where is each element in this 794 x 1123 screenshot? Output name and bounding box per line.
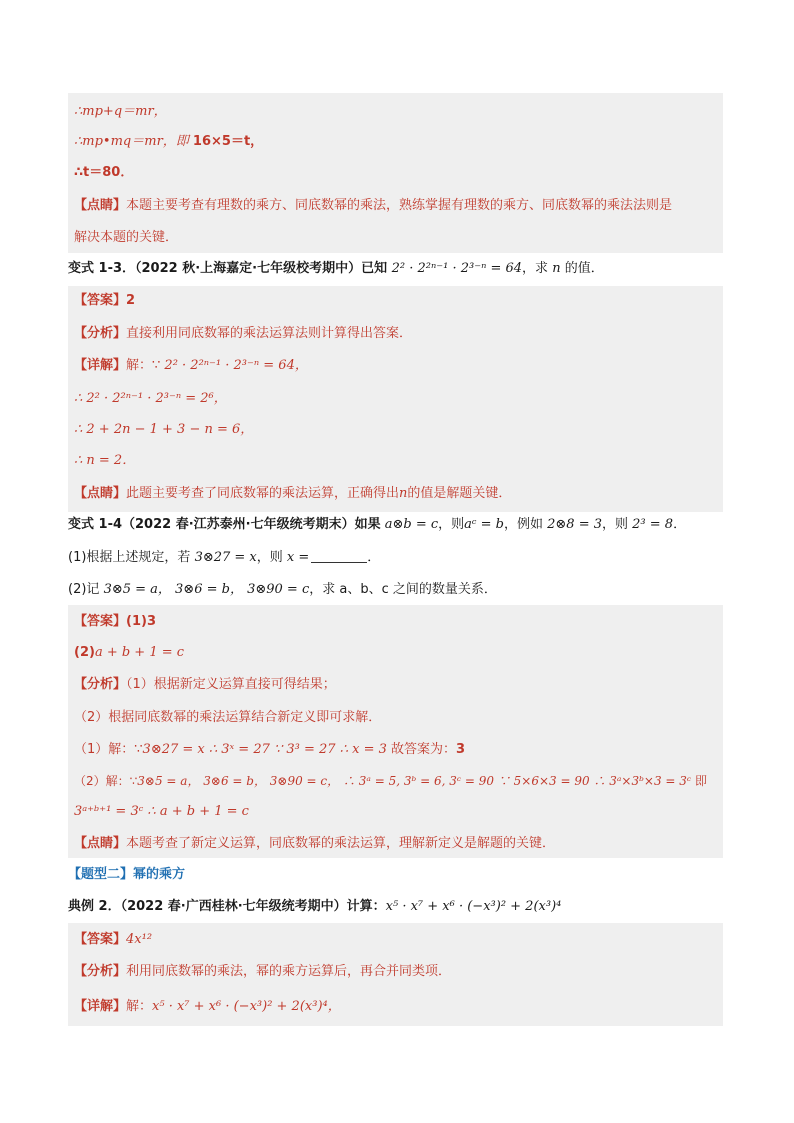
comment-text: 此题主要考查了同底数幂的乘法运算，正确得出 — [126, 486, 400, 501]
v14-comment — [68, 834, 729, 854]
comment-line-2: 解决本题的关键． — [74, 230, 179, 245]
analysis-text-1: （1）根据新定义运算直接可得结果； — [126, 677, 336, 692]
answer-2-eq: a + b + 1 = c — [94, 645, 185, 660]
v14-solution-1 — [68, 740, 729, 760]
variant-1-4-text-4: ． — [673, 517, 687, 532]
variant-1-4-text-1: ，则 — [438, 517, 465, 532]
v14-question-2 — [68, 580, 723, 600]
detail-eq-1: 2² · 2²ⁿ⁻¹ · 2³⁻ⁿ = 64， — [164, 358, 308, 373]
answer-blank[interactable] — [311, 549, 367, 563]
solution-2-text: 即 — [691, 774, 707, 788]
variant-1-3-label: 变式 1-3．（2022 秋·上海嘉定·七年级校考期中）已知 — [68, 261, 392, 276]
v14-solution-2 — [68, 771, 729, 791]
variant-1-4-text-2: ，例如 — [503, 517, 548, 532]
v14-analysis-1 — [68, 675, 729, 695]
v14-analysis-2: （2）根据同底数幂的乘法运算结合新定义即可求解． — [74, 710, 382, 725]
variant-1-4-title — [68, 515, 723, 535]
detail-lead: 解： — [126, 999, 153, 1014]
answer-tag: 【答案】 — [74, 932, 127, 947]
v13-step-3: ∴ 2 + 2n − 1 + 3 − n = 6， — [74, 422, 254, 437]
v13-answer — [68, 291, 729, 311]
q1-text-2: ，则 — [256, 550, 287, 565]
answer-value: 2 — [126, 293, 136, 308]
q2-text-2: ，求 a、b、c 之间的数量关系． — [309, 582, 497, 597]
comment-text: 本题考查了新定义运算，同底数幂的乘法运算，理解新定义是解题的关键． — [126, 836, 556, 851]
answer-2-label: (2) — [74, 645, 95, 660]
eq-16x5: 16×5＝t， — [192, 134, 264, 149]
analysis-text: 利用同底数幂的乘法，幂的乘方运算后，再合并同类项． — [126, 964, 452, 979]
variant-1-4-text-3: ，则 — [602, 517, 633, 532]
variant-1-4-eq-3: 2⊗8 = 3 — [547, 517, 602, 532]
q1-x: x = — [286, 550, 310, 565]
variant-1-4-eq-1: a⊗b = c — [380, 517, 439, 532]
ex2-answer — [68, 930, 729, 950]
q1-text: (1)根据上述规定，若 — [68, 550, 195, 565]
answer-1: (1)3 — [126, 614, 156, 629]
solution-1-text: 故答案为： — [386, 742, 457, 757]
line-t-80: ∴t＝80． — [74, 165, 134, 180]
ex2-detail — [68, 997, 729, 1017]
variant-1-3-text-end: 的值． — [560, 261, 604, 276]
example-2-label: 典例 2．（2022 春·广西桂林·七年级统考期中）计算： — [68, 899, 386, 914]
v14-question-1 — [68, 548, 723, 568]
q1-text-end: ． — [367, 550, 381, 565]
comment-tag: 【点睛】 — [74, 836, 127, 851]
analysis-tag: 【分析】 — [74, 964, 127, 979]
variant-1-3-text: ，求 — [522, 261, 553, 276]
analysis-tag: 【分析】 — [74, 677, 127, 692]
q2-text: (2)记 — [68, 582, 104, 597]
solution-1-lead: （1）解：∵ — [74, 742, 143, 757]
variant-1-4-label: 变式 1-4（2022 春·江苏泰州·七年级统考期末）如果 — [68, 517, 381, 532]
detail-tag: 【详解】 — [74, 999, 127, 1014]
answer-tag: 【答案】 — [74, 293, 127, 308]
v13-step-2: ∴ 2² · 2²ⁿ⁻¹ · 2³⁻ⁿ = 2⁶， — [74, 391, 227, 406]
analysis-text: 直接利用同底数幂的乘法运算法则计算得出答案． — [126, 326, 413, 341]
comment-tag: 【点睛】 — [74, 486, 127, 501]
comment-n: n — [399, 486, 408, 501]
solution-2-eq: 3⊗5 = a， 3⊗6 = b， 3⊗90 = c， ∴ 3ᵃ = 5, 3ᵇ = 6, 3ᶜ = 90 ∵ 5×6×3 = 90 ∴ 3ᵃ×3ᵇ×3 = 3ᶜ — [137, 774, 692, 788]
line-mp-mq — [68, 132, 729, 152]
comment-line-1 — [68, 196, 729, 216]
variant-1-4-eq-4: 2³ = 8 — [632, 517, 674, 532]
v13-detail — [68, 356, 729, 376]
answer-tag: 【答案】 — [74, 614, 127, 629]
comment-text-1: 本题主要考查有理数的乘方、同底数幂的乘法，熟练掌握有理数的乘方、同底数幂的乘法法则是 — [126, 198, 673, 213]
detail-lead: 解：∵ — [126, 358, 165, 373]
v13-comment — [68, 484, 729, 504]
comment-tag: 【点睛】 — [74, 198, 127, 213]
variant-1-3-n: n — [552, 261, 561, 276]
line-mp-q: ∴mp+q＝mr， — [74, 104, 167, 119]
answer-value: 4x¹² — [126, 932, 153, 947]
ex2-analysis — [68, 962, 729, 982]
v13-analysis — [68, 324, 729, 344]
q2-eq: 3⊗5 = a， 3⊗6 = b， 3⊗90 = c — [103, 582, 310, 597]
eq-mp-mq: ∴mp•mq＝mr，即 — [74, 134, 193, 149]
example-2-title — [68, 897, 723, 917]
detail-tag: 【详解】 — [74, 358, 127, 373]
variant-1-4-eq-2: aᶜ = b — [464, 517, 504, 532]
v14-answer-2 — [68, 643, 729, 663]
q1-eq: 3⊗27 = x — [194, 550, 257, 565]
comment-text-end: 的值是解题关键． — [407, 486, 512, 501]
solution-1-eq: 3⊗27 = x ∴ 3ˣ = 27 ∵ 3³ = 27 ∴ x = 3 — [142, 742, 387, 757]
example-2-equation: x⁵ · x⁷ + x⁶ · (−x³)² + 2(x³)⁴ — [385, 899, 562, 914]
detail-eq: x⁵ · x⁷ + x⁶ · (−x³)² + 2(x³)⁴， — [152, 999, 341, 1014]
v13-step-4: ∴ n = 2． — [74, 453, 136, 468]
analysis-tag: 【分析】 — [74, 326, 127, 341]
solution-2-lead: （2）解：∵ — [74, 774, 138, 788]
variant-1-3-title — [68, 259, 723, 279]
solution-1-answer: 3 — [456, 742, 466, 757]
v14-solution-3: 3ᵃ⁺ᵇ⁺¹ = 3ᶜ ∴ a + b + 1 = c — [74, 804, 249, 819]
variant-1-3-equation: 2² · 2²ⁿ⁻¹ · 2³⁻ⁿ = 64 — [391, 261, 523, 276]
v14-answer-1 — [68, 612, 729, 632]
section-heading-type-2: 【题型二】幂的乘方 — [68, 867, 186, 882]
